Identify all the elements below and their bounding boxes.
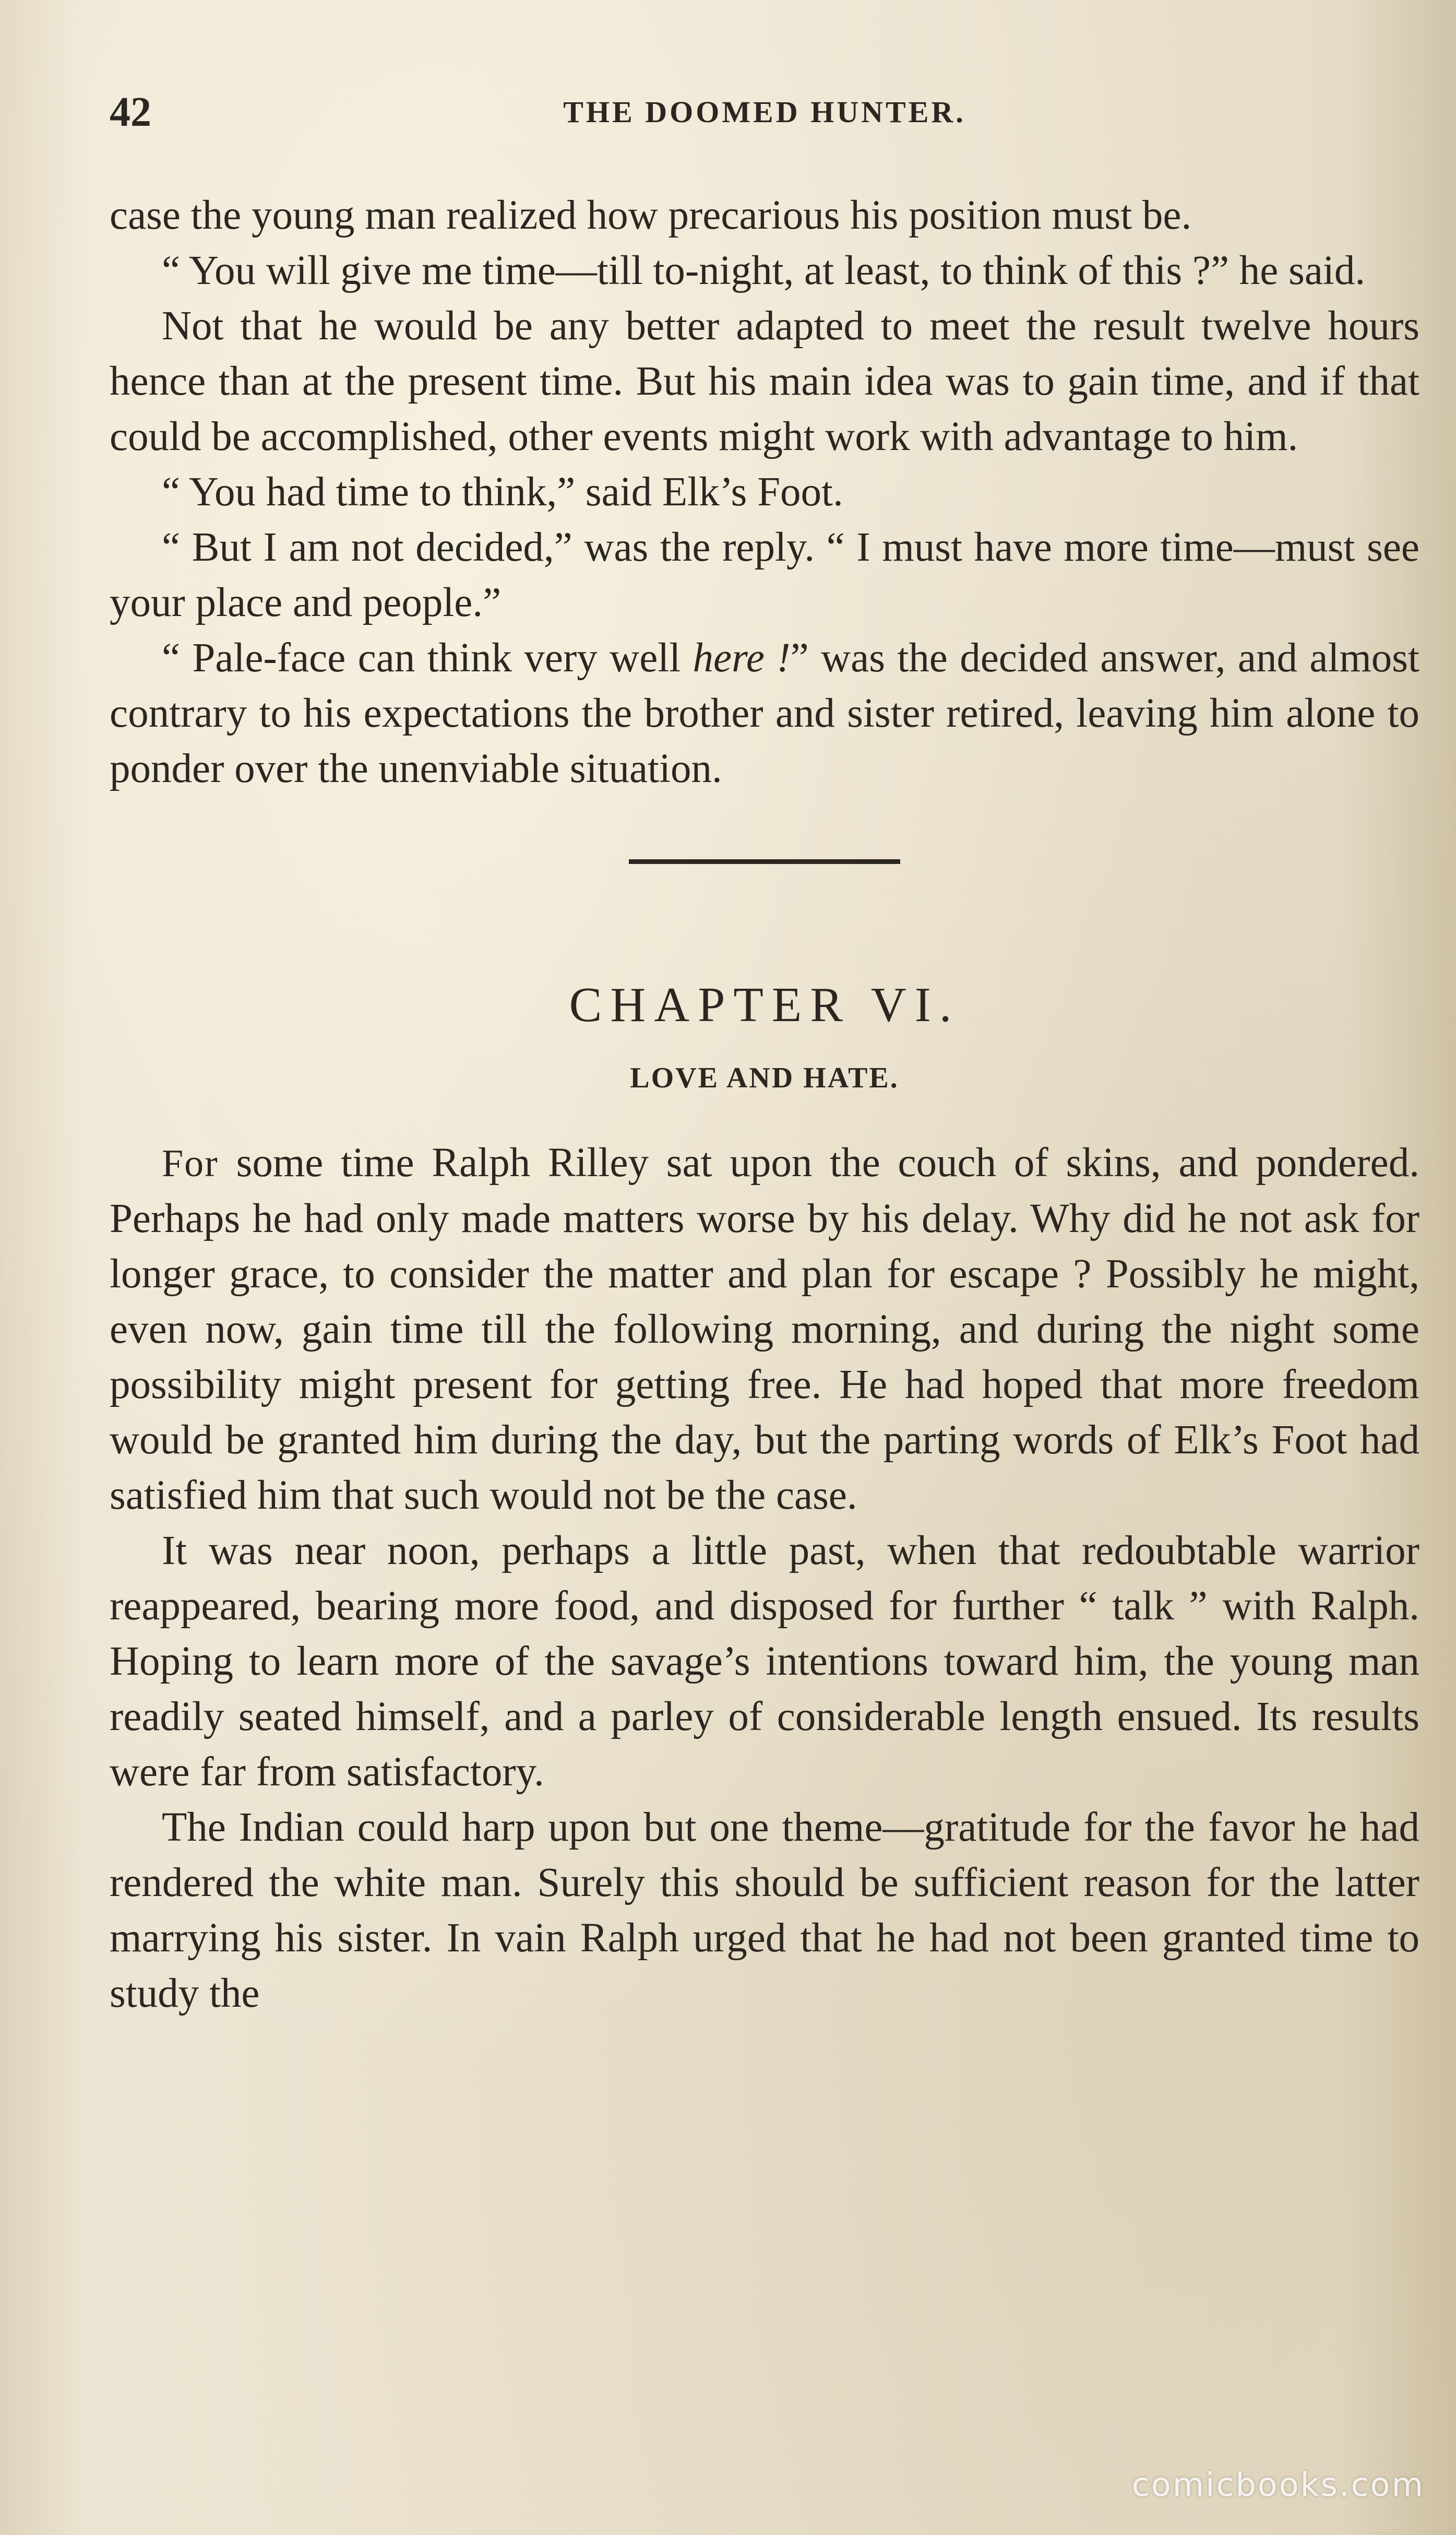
page-header — [110, 84, 1419, 141]
paragraph-text: ” was the decided answer, and almost contrary to his expectations the brother and sister retired, leaving him alone to ponder over the unenviable situation. — [110, 635, 1419, 791]
page-number: 42 — [110, 89, 151, 135]
paragraph — [110, 1135, 1419, 1523]
opening-word: For — [162, 1142, 219, 1185]
italic-text: here ! — [693, 635, 791, 681]
paragraph — [110, 631, 1419, 797]
running-head: THE DOOMED HUNTER. — [563, 95, 966, 129]
paragraph: “ But I am not decided,” was the reply. “ I must have more time—must see your place and people.” — [110, 525, 1419, 625]
watermark: comicbooks.com — [1131, 2466, 1425, 2504]
chapter-subtitle: LOVE AND HATE. — [630, 1062, 899, 1094]
paragraph: The Indian could harp upon but one theme—gratitude for the favor he had rendered the white man. Surely this should be sufficient reason for the latter marrying his sister. In vain Ralph urged that he had not been granted time to study the — [110, 1805, 1419, 2016]
chapter-title: CHAPTER VI. — [569, 978, 960, 1032]
paragraph: Not that he would be any better adapted to meet the result twelve hours hence than at the present time. But his main idea was to gain time, and if that could be accomplished, other events might work with advantage to him. — [110, 303, 1419, 459]
paragraph: It was near noon, perhaps a little past, when that redoubtable warrior reappeared, bearing more food, and disposed for further “ talk ” with Ralph. Hoping to learn more of the savage’s intentions toward him, the young man readily seated himself, and a parley of considerable length ensued. Its results were far from satisfactory. — [110, 1528, 1419, 1795]
paragraph: “ You had time to think,” said Elk’s Foot. — [162, 469, 843, 515]
paragraph: “ You will give me time—till to-night, at least, to think of this ?” he said. — [162, 248, 1366, 293]
paragraph-text: some time Ralph Rilley sat upon the couch of skins, and pondered. Perhaps he had only made matters worse by his delay. Why did he not ask for longer grace, to consider the matter and plan for escape ? Possibly he might, even now, gain time till the following morning, and during the night some possibility might present for getting free. He had hoped that more freedom would be granted him during the day, but the parting words of Elk’s Foot had satisfied him that such would not be the case. — [110, 1140, 1419, 1518]
paragraph-text: “ Pale-face can think very well — [162, 635, 693, 681]
page-body — [110, 188, 1419, 2021]
paragraph: case the young man realized how precarious his position must be. — [110, 193, 1192, 238]
section-divider — [629, 859, 900, 864]
